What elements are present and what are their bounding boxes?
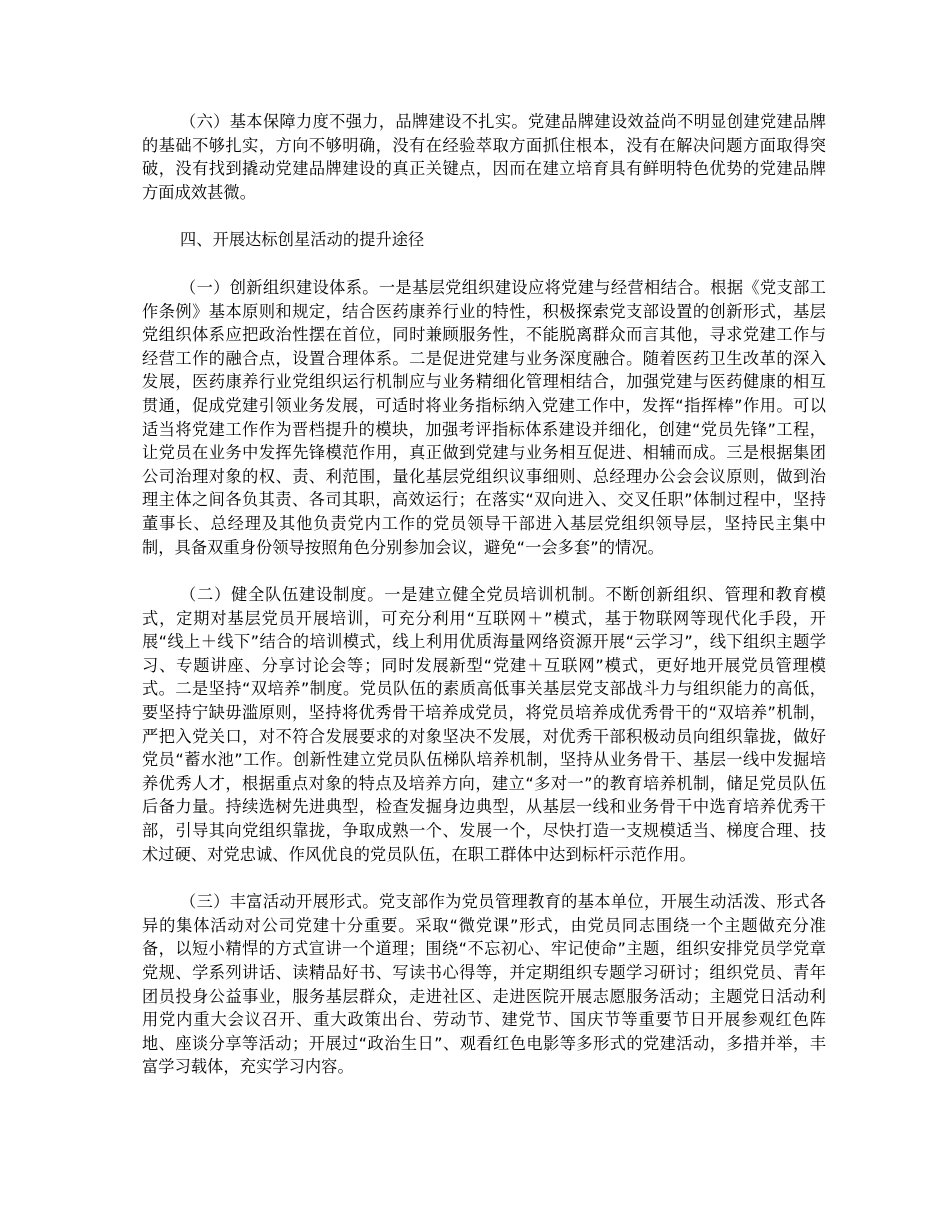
paragraph-activity-forms: （三）丰富活动开展形式。党支部作为党员管理教育的基本单位，开展生动活泼、形式各异的集体活动对公司党建十分重要。采取“微党课”形式，由党员同志围绕一个主题做充分准备，以短小精悍的方式宣讲一个道理；围绕“不忘初心、牢记使命”主题，组织安排党员学党章党规、学系列讲话、读精品好书、写读书心得等，并定期组织专题学习研讨；组织党员、青年团员投身公益事业，服务基层群众，走进社区、走进医院开展志愿服务活动；主题党日活动利用党内重大会议召开、重大政策出台、劳动节、建党节、国庆节等重要节日开展参观红色阵地、座谈分享等活动；开展过“政治生日”、观看红色电影等多形式的党建活动，多措并举，丰富学习载体，充实学习内容。 xyxy=(142,892,826,1077)
section-6-paragraph: （六）基本保障力度不强力，品牌建设不扎实。党建品牌建设效益尚不明显创建党建品牌的基础不够扎实，方向不够明确，没有在经验萃取方面抓住根本，没有在解决问题方面取得突破，没有找到撬动党建品牌建设的真正关键点，因而在建立培育具有鲜明特色优势的党建品牌方面成效甚微。 xyxy=(142,112,826,202)
paragraph-team-building: （二）健全队伍建设制度。一是建立健全党员培训机制。不断创新组织、管理和教育模式，定期对基层党员开展培训，可充分利用“互联网＋”模式，基于物联网等现代化手段，开展“线上＋线下”结合的培训模式，线上利用优质海量网络资源开展“云学习”，线下组织主题学习、专题讲座、分享讨论会等；同时发展新型“党建＋互联网”模式，更好地开展党员管理模式。二是坚持“双培养”制度。党员队伍的素质高低事关基层党支部战斗力与组织能力的高低，要坚持宁缺毋滥原则，坚持将优秀骨干培养成党员，将党员培养成优秀骨干的“双培养”机制，严把入党关口，对不符合发展要求的对象坚决不发展，对优秀干部积极动员向组织靠拢，做好党员“蓄水池”工作。创新性建立党员队伍梯队培养机制，坚持从业务骨干、基层一线中发掘培养优秀人才，根据重点对象的特点及培养方向，建立“多对一”的教育培养机制，储足党员队伍后备力量。持续选树先进典型，检查发掘身边典型，从基层一线和业务骨干中选育培养优秀干部，引导其向党组织靠拢，争取成熟一个、发展一个，尽快打造一支规模适当、梯度合理、技术过硬、对党忠诚、作风优良的党员队伍，在职工群体中达到标杆示范作用。 xyxy=(142,585,826,864)
document-body xyxy=(142,110,826,1103)
section-4-heading: 四、开展达标创星活动的提升途径 xyxy=(180,230,425,250)
paragraph-organization-system: （一）创新组织建设体系。一是基层党组织建设应将党建与经营相结合。根据《党支部工作条例》基本原则和规定，结合医药康养行业的特性，积极探索党支部设置的创新形式，基层党组织体系应把政治性摆在首位，同时兼顾服务性，不能脱离群众而言其他，寻求党建工作与经营工作的融合点，设置合理体系。二是促进党建与业务深度融合。随着医药卫生改革的深入发展，医药康养行业党组织运行机制应与业务精细化管理相结合，加强党建与医药健康的相互贯通，促成党建引领业务发展，可适时将业务指标纳入党建工作中，发挥“指挥棒”作用。可以适当将党建工作作为晋档提升的模块，加强考评指标体系建设并细化，创建“党员先锋”工程，让党员在业务中发挥先锋模范作用，真正做到党建与业务相互促进、相辅而成。三是根据集团公司治理对象的权、责、利范围，量化基层党组织议事细则、总经理办公会会议原则，做到治理主体之间各负其责、各司其职，高效运行；在落实“双向进入、交叉任职”体制过程中，坚持董事长、总经理及其他负责党内工作的党员领导干部进入基层党组织领导层，坚持民主集中制，具备双重身份领导按照角色分别参加会议，避免“一会多套”的情况。 xyxy=(142,277,826,557)
